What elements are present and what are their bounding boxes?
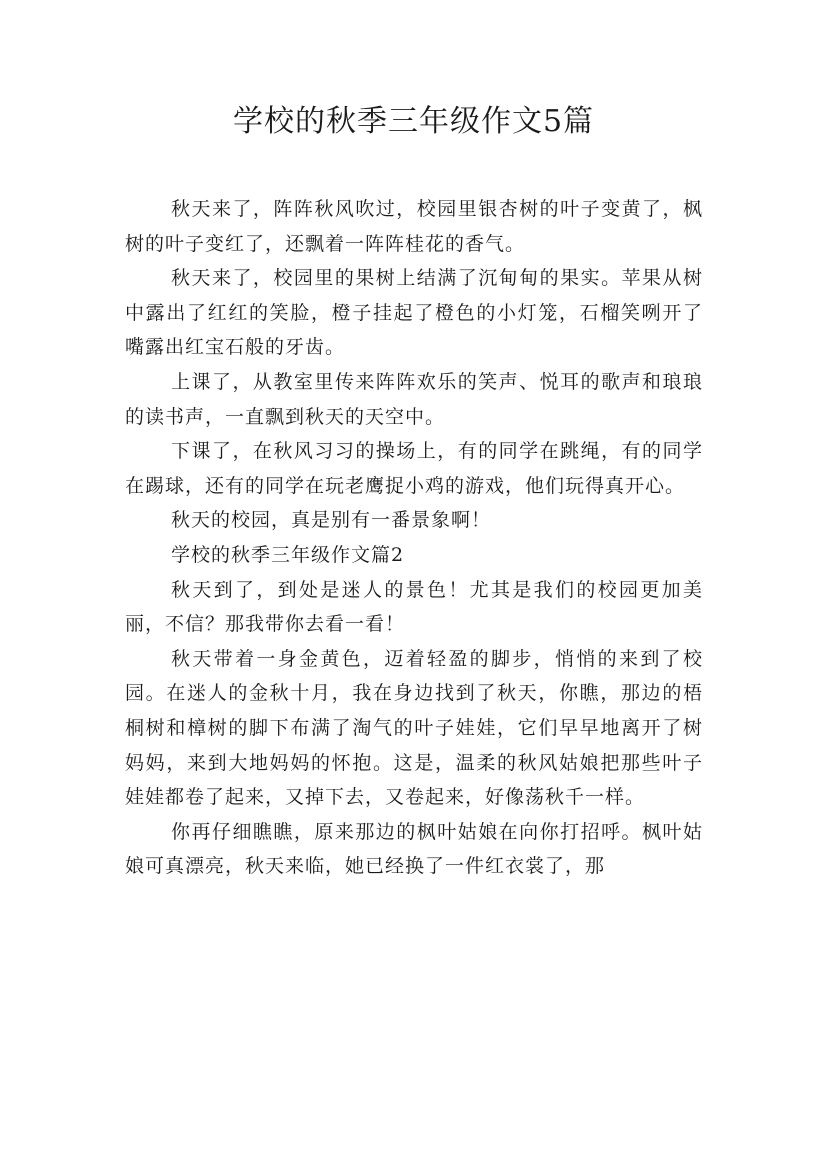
- paragraph-1: 秋天来了，阵阵秋风吹过，校园里银杏树的叶子变黄了，枫树的叶子变红了，还飘着一阵阵桂花的香气。: [125, 198, 703, 255]
- paragraph-8: 你再仔细瞧瞧，原来那边的枫叶姑娘在向你打招呼。枫叶姑娘可真漂亮，秋天来临，她已经换了一件红衣裳了，那: [125, 820, 703, 878]
- paragraph-7: 秋天带着一身金黄色，迈着轻盈的脚步，悄悄的来到了校园。在迷人的金秋十月，我在身边找到了秋天，你瞧，那边的梧桐树和樟树的脚下布满了淘气的叶子娃娃，它们早早地离开了树妈妈，来到大地妈妈的怀抱。这是，温柔的秋风姑娘把那些叶子娃娃都卷了起来，又掉下去，又卷起来，好像荡秋千一样。: [125, 647, 703, 809]
- document-body: [125, 192, 703, 884]
- section-heading-2: 学校的秋季三年级作文篇2: [171, 543, 405, 566]
- paragraph-6: 秋天到了，到处是迷人的景色！尤其是我们的校园更加美丽，不信？那我带你去看一看！: [125, 578, 703, 636]
- paragraph-4: 下课了，在秋风习习的操场上，有的同学在跳绳，有的同学在踢球，还有的同学在玩老鹰捉小鸡的游戏，他们玩得真开心。: [125, 440, 703, 497]
- paragraph-5: 秋天的校园，真是别有一番景象啊！: [171, 509, 492, 532]
- paragraph-2: 秋天来了，校园里的果树上结满了沉甸甸的果实。苹果从树中露出了红红的笑脸，橙子挂起了橙色的小灯笼，石榴笑咧开了嘴露出红宝石般的牙齿。: [125, 267, 703, 359]
- paragraph-3: 上课了，从教室里传来阵阵欢乐的笑声、悦耳的歌声和琅琅的读书声，一直飘到秋天的天空中。: [125, 370, 703, 428]
- document-title: 学校的秋季三年级作文5篇: [232, 104, 595, 139]
